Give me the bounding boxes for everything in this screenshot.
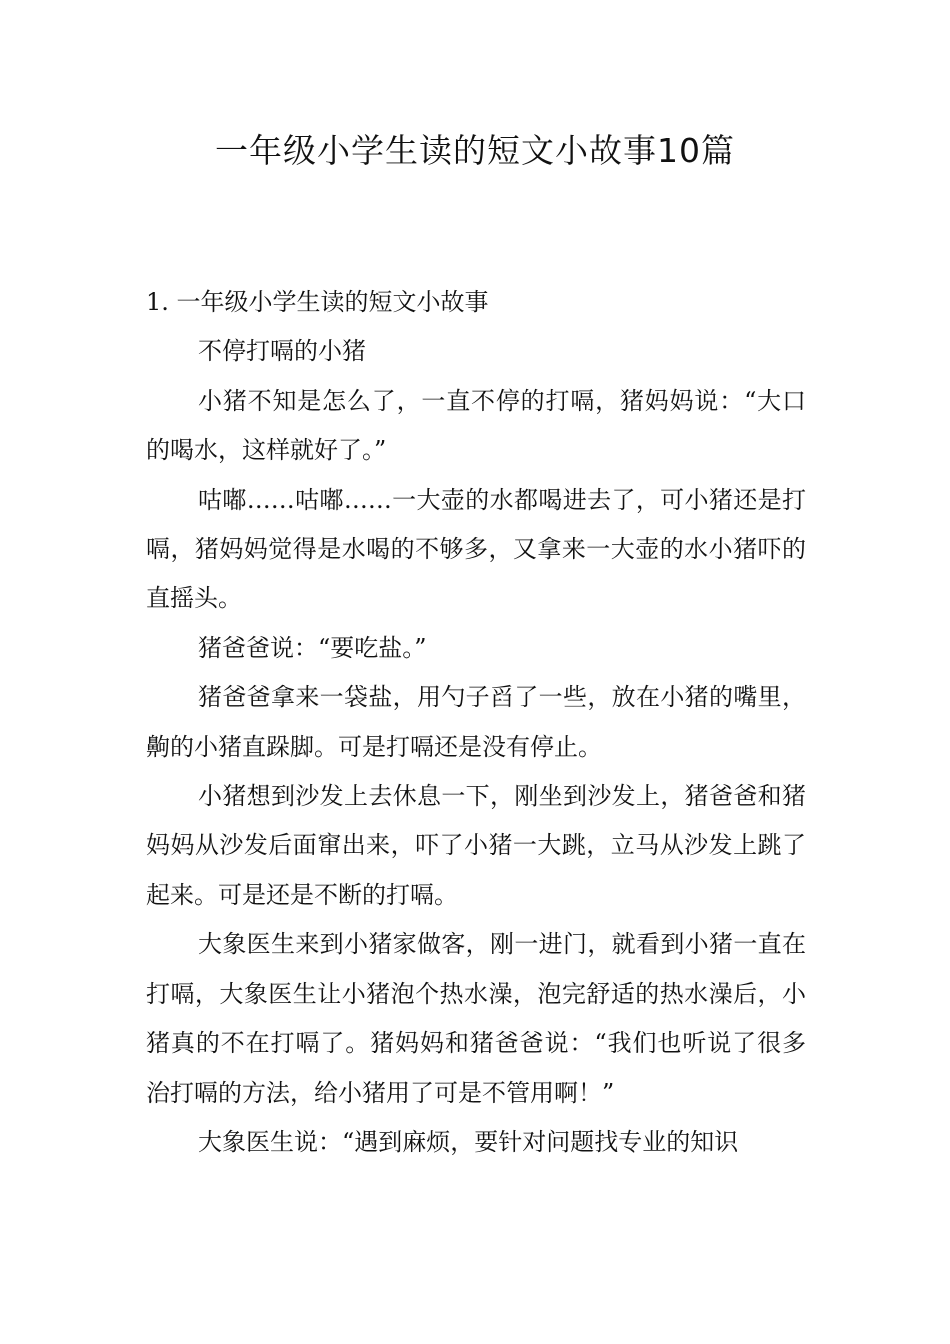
document-title: 一年级小学生读的短文小故事10篇	[215, 131, 735, 170]
paragraph: 小猪想到沙发上去休息一下，刚坐到沙发上，猪爸爸和猪妈妈从沙发后面窜出来，吓了小猪一大跳，立马从沙发上跳了起来。可是还是不断的打嗝。	[146, 782, 806, 909]
paragraph: 小猪不知是怎么了，一直不停的打嗝，猪妈妈说：“大口的喝水，这样就好了。”	[146, 386, 806, 465]
story-title: 不停打嗝的小猪	[198, 337, 366, 366]
section-heading: 1. 一年级小学生读的短文小故事	[146, 288, 489, 316]
paragraph: 猪爸爸拿来一袋盐，用勺子舀了一些，放在小猪的嘴里，齁的小猪直跺脚。可是打嗝还是没有停止。	[146, 683, 806, 761]
paragraph: 猪爸爸说：“要吃盐。”	[198, 633, 427, 662]
paragraph: 大象医生说：“遇到麻烦，要针对问题找专业的知识	[198, 1127, 739, 1156]
paragraph: 咕嘟……咕嘟……一大壶的水都喝进去了，可小猪还是打嗝，猪妈妈觉得是水喝的不够多，又拿来一大壶的水小猪吓的直摇头。	[146, 485, 806, 613]
document-body	[146, 278, 806, 1167]
paragraph: 大象医生来到小猪家做客，刚一进门，就看到小猪一直在打嗝，大象医生让小猪泡个热水澡，泡完舒适的热水澡后，小猪真的不在打嗝了。猪妈妈和猪爸爸说：“我们也听说了很多治打嗝的方法，给小猪用了可是不管用啊！”	[146, 930, 806, 1107]
